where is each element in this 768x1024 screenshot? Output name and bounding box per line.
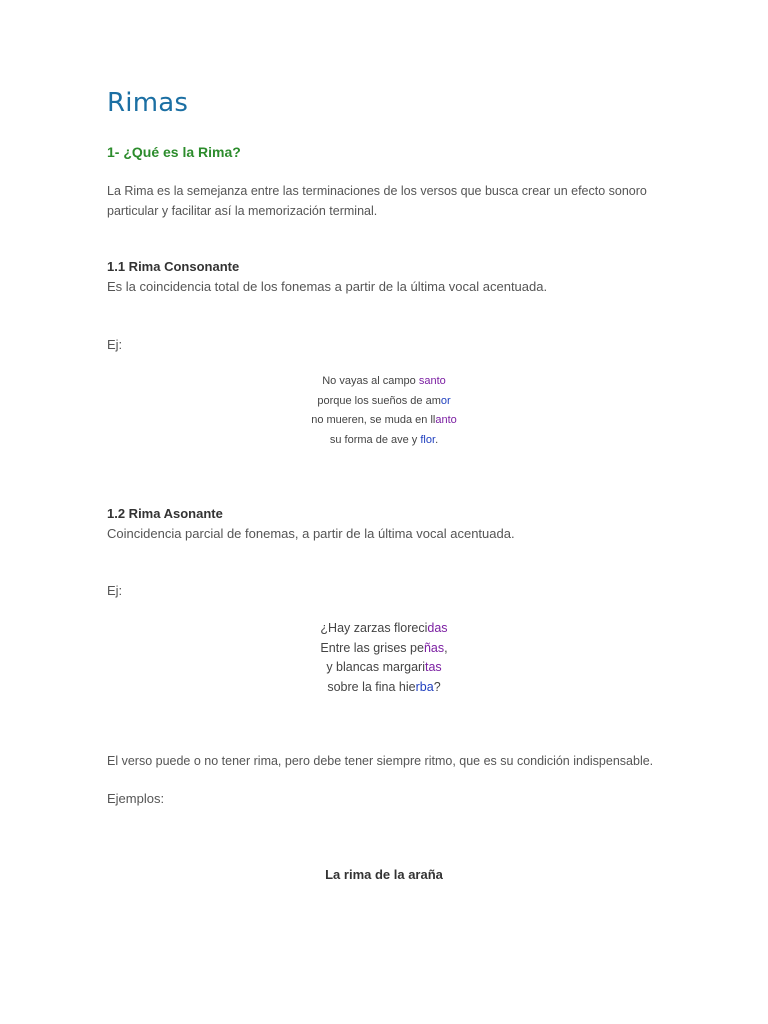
poem-text: ? bbox=[433, 679, 441, 694]
poem-title-rima-arana: La rima de la araña bbox=[325, 867, 443, 882]
poem1-line-4 bbox=[234, 431, 534, 451]
section-heading-que-es-rima: 1- ¿Qué es la Rima? bbox=[107, 144, 241, 160]
poem-text: y blancas margari bbox=[326, 660, 425, 674]
rhyme-highlight: anto bbox=[435, 414, 457, 426]
poem2-line-3 bbox=[234, 658, 534, 678]
intro-line-1: La Rima es la semejanza entre las terminaciones de los versos que busca crear un efecto sonoro bbox=[107, 184, 647, 198]
poem-text: ll bbox=[430, 414, 436, 426]
poem-text: No vayas al campo bbox=[322, 375, 419, 387]
poem-text: . bbox=[435, 433, 439, 446]
ejemplos-label: Ejemplos: bbox=[107, 791, 165, 806]
rhyme-highlight: or bbox=[440, 394, 451, 407]
asonante-definition: Coincidencia parcial de fonemas, a partir de la última vocal acentuada. bbox=[107, 526, 515, 541]
rhyme-highlight: flor bbox=[420, 433, 436, 446]
poem-text: no mueren, se muda en bbox=[311, 414, 431, 426]
rhyme-highlight: das bbox=[427, 621, 448, 635]
consonante-definition: Es la coincidencia total de los fonemas a partir de la última vocal acentuada. bbox=[107, 279, 548, 294]
intro-line-2: particular y facilitar así la memorización terminal. bbox=[107, 204, 378, 218]
poem-text: porque los sueños de am bbox=[317, 394, 441, 407]
poem-text: su forma de ave y bbox=[329, 433, 421, 446]
poem-text: ¿Hay zarzas floreci bbox=[320, 621, 428, 635]
poem-text: Entre las grises pe bbox=[320, 640, 424, 655]
rhyme-highlight: ñas bbox=[423, 640, 445, 655]
poem1-line-3 bbox=[234, 411, 534, 431]
closing-paragraph: El verso puede o no tener rima, pero debe tener siempre ritmo, que es su condición indispensable. bbox=[107, 754, 654, 768]
poem2-line-2 bbox=[234, 639, 534, 659]
example-label-2: Ej: bbox=[107, 583, 123, 598]
rhyme-highlight: tas bbox=[424, 660, 442, 674]
poem-text: , bbox=[444, 640, 448, 655]
intro-paragraph bbox=[107, 181, 707, 221]
rhyme-highlight: rba bbox=[415, 679, 434, 694]
poem2-line-4 bbox=[234, 678, 534, 698]
poem-text: sobre la fina hie bbox=[327, 679, 416, 694]
asonante-heading: 1.2 Rima Asonante bbox=[107, 506, 223, 521]
poem-consonante bbox=[234, 372, 534, 450]
example-label-1: Ej: bbox=[107, 337, 123, 352]
poem1-line-1 bbox=[234, 372, 534, 392]
poem1-line-2 bbox=[234, 392, 534, 412]
rhyme-highlight: santo bbox=[418, 375, 446, 387]
poem-asonante bbox=[234, 619, 534, 697]
poem2-line-1 bbox=[234, 619, 534, 639]
page-title: Rimas bbox=[107, 88, 189, 118]
consonante-heading: 1.1 Rima Consonante bbox=[107, 259, 240, 274]
